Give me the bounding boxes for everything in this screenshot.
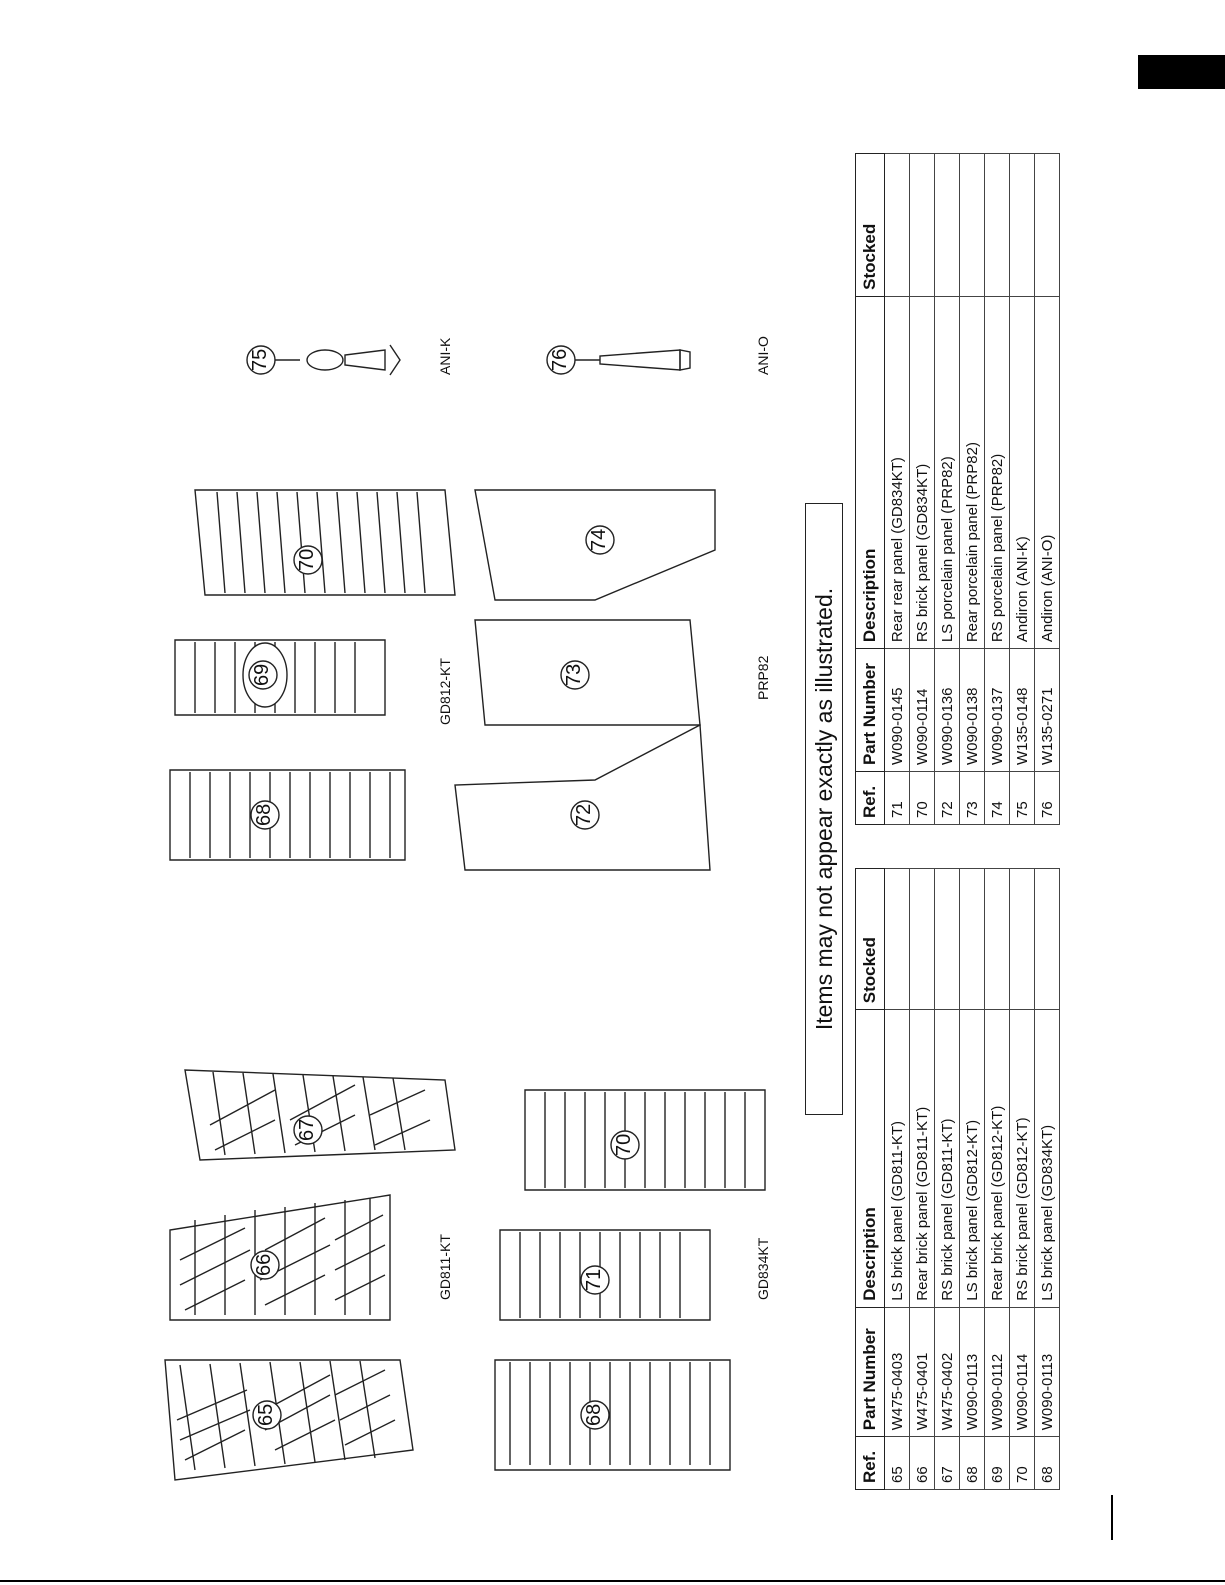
cell-description: Rear brick panel (GD811-KT)	[910, 1010, 935, 1308]
col-stocked: Stocked	[856, 154, 885, 297]
cell-ref: 67	[935, 1437, 960, 1490]
col-description: Description	[856, 1010, 885, 1308]
cell-part-number: W090-0114	[1010, 1307, 1035, 1436]
cell-stocked	[960, 154, 985, 297]
cell-description: RS porcelain panel (PRP82)	[985, 296, 1010, 648]
cell-ref: 66	[910, 1437, 935, 1490]
cell-part-number: W090-0137	[985, 649, 1010, 772]
cell-stocked	[960, 869, 985, 1010]
cell-stocked	[1010, 154, 1035, 297]
callout-70-gd834: 70	[613, 1133, 635, 1156]
cell-stocked	[1035, 154, 1060, 297]
cell-stocked	[985, 869, 1010, 1010]
callout-68-gd834: 68	[583, 1403, 605, 1426]
panel-72-ls-porcelain	[455, 725, 710, 870]
cell-part-number: W090-0112	[985, 1307, 1010, 1436]
table-row	[935, 154, 960, 825]
parts-table-right	[855, 153, 1060, 825]
cell-stocked	[910, 154, 935, 297]
cell-ref: 71	[885, 772, 910, 825]
table-row	[1035, 869, 1060, 1490]
rotated-page-content	[155, 90, 1060, 1490]
callout-74: 74	[588, 528, 610, 551]
panel-68-ls-brick-gd834	[495, 1360, 730, 1470]
cell-description: RS brick panel (GD834KT)	[910, 296, 935, 648]
parts-table-left	[855, 868, 1060, 1490]
cell-description: RS brick panel (GD812-KT)	[1010, 1010, 1035, 1308]
cell-part-number: W475-0403	[885, 1307, 910, 1436]
col-part-number: Part Number	[856, 649, 885, 772]
cell-stocked	[935, 154, 960, 297]
cell-stocked	[935, 869, 960, 1010]
cell-part-number: W090-0136	[935, 649, 960, 772]
cell-description: Andiron (ANI-O)	[1035, 296, 1060, 648]
cell-stocked	[985, 154, 1010, 297]
col-ref: Ref.	[856, 772, 885, 825]
panel-70-rs-gd812	[195, 490, 455, 595]
table-row	[1010, 154, 1035, 825]
cell-part-number: W475-0402	[935, 1307, 960, 1436]
table-row	[960, 154, 985, 825]
cell-part-number: W090-0138	[960, 649, 985, 772]
kit-label-ani-k: ANI-K	[437, 337, 453, 375]
kit-label-gd811: GD811-KT	[437, 1234, 453, 1300]
cell-description: LS porcelain panel (PRP82)	[935, 296, 960, 648]
panel-65-ls-brick	[165, 1360, 413, 1480]
cell-stocked	[910, 869, 935, 1010]
col-ref: Ref.	[856, 1437, 885, 1490]
kit-label-gd834: GD834KT	[755, 1237, 771, 1300]
cell-description: Rear rear panel (GD834KT)	[885, 296, 910, 648]
cell-description: RS brick panel (GD811-KT)	[935, 1010, 960, 1308]
cell-stocked	[1035, 869, 1060, 1010]
table-row	[1035, 154, 1060, 825]
callout-73: 73	[563, 663, 585, 686]
cell-description: Rear porcelain panel (PRP82)	[960, 296, 985, 648]
cell-ref: 75	[1010, 772, 1035, 825]
cell-description: Andiron (ANI-K)	[1010, 296, 1035, 648]
col-description: Description	[856, 296, 885, 648]
panel-68-ls-gd812	[170, 770, 405, 860]
panel-66-rear-brick	[170, 1195, 390, 1320]
cell-part-number: W090-0145	[885, 649, 910, 772]
cell-ref: 69	[985, 1437, 1010, 1490]
callout-66: 66	[253, 1253, 275, 1276]
cell-part-number: W135-0271	[1035, 649, 1060, 772]
callout-69: 69	[251, 663, 273, 686]
table-row	[985, 869, 1010, 1490]
bottom-rule	[0, 1580, 1225, 1582]
callout-70-gd812: 70	[296, 548, 318, 571]
cell-ref: 74	[985, 772, 1010, 825]
callout-76: 76	[549, 348, 571, 371]
cell-ref: 73	[960, 772, 985, 825]
callout-72: 72	[573, 803, 595, 826]
cell-ref: 72	[935, 772, 960, 825]
panel-73-rear-porcelain	[475, 620, 700, 725]
kit-label-ani-o: ANI-O	[755, 336, 771, 375]
cell-description: Rear brick panel (GD812-KT)	[985, 1010, 1010, 1308]
cell-description: LS brick panel (GD812-KT)	[960, 1010, 985, 1308]
callout-68-gd812: 68	[253, 803, 275, 826]
callout-65: 65	[255, 1403, 277, 1426]
table-row	[935, 869, 960, 1490]
panel-70-rs-gd834	[525, 1090, 765, 1190]
cell-part-number: W135-0148	[1010, 649, 1035, 772]
cell-stocked	[1010, 869, 1035, 1010]
panel-67-rs-brick	[185, 1070, 455, 1160]
cell-part-number: W090-0113	[960, 1307, 985, 1436]
col-stocked: Stocked	[856, 869, 885, 1010]
table-row	[960, 869, 985, 1490]
callout-75: 75	[249, 348, 271, 371]
cell-ref: 65	[885, 1437, 910, 1490]
table-row	[985, 154, 1010, 825]
col-part-number: Part Number	[856, 1307, 885, 1436]
kit-label-prp82: PRP82	[755, 655, 771, 700]
table-row	[885, 869, 910, 1490]
cell-stocked	[885, 869, 910, 1010]
illustration-notice: Items may not appear exactly as illustrated.	[805, 503, 843, 1115]
cell-part-number: W090-0113	[1035, 1307, 1060, 1436]
table-row	[910, 154, 935, 825]
cell-stocked	[885, 154, 910, 297]
cell-ref: 68	[960, 1437, 985, 1490]
cell-description: LS brick panel (GD834KT)	[1035, 1010, 1060, 1308]
cell-ref: 76	[1035, 772, 1060, 825]
cell-ref: 70	[1010, 1437, 1035, 1490]
cell-description: LS brick panel (GD811-KT)	[885, 1010, 910, 1308]
table-row	[910, 869, 935, 1490]
cell-ref: 68	[1035, 1437, 1060, 1490]
table-header-row	[856, 869, 885, 1490]
table-row	[885, 154, 910, 825]
callout-67: 67	[296, 1118, 318, 1141]
page-marker	[1111, 1495, 1113, 1540]
callout-71: 71	[583, 1268, 605, 1291]
table-row	[1010, 869, 1035, 1490]
section-tab	[1138, 55, 1225, 89]
cell-part-number: W090-0114	[910, 649, 935, 772]
cell-ref: 70	[910, 772, 935, 825]
cell-part-number: W475-0401	[910, 1307, 935, 1436]
kit-label-gd812: GD812-KT	[437, 658, 453, 725]
table-header-row	[856, 154, 885, 825]
panel-69-rear-gd812	[175, 640, 385, 715]
